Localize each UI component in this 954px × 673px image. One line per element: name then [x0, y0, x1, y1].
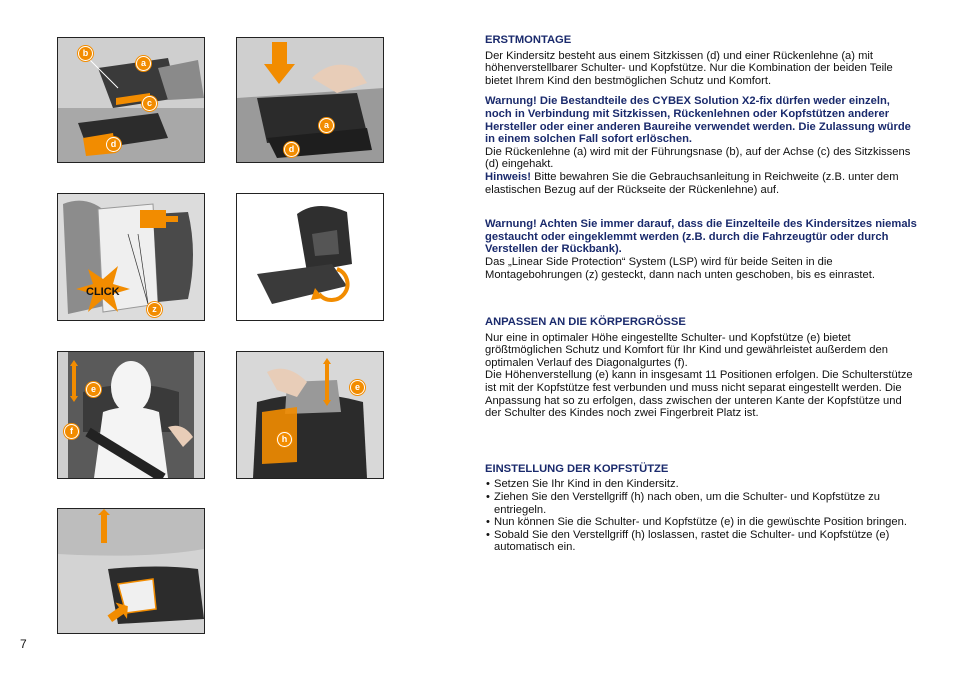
label-c: c — [142, 96, 157, 111]
hint-text: Bitte bewahren Sie die Gebrauchsanleitung in Reichweite (z.B. unter dem elastischen Bezug auf der Rückseite der Rückenlehne) auf. — [485, 170, 899, 196]
page-number: 7 — [20, 637, 27, 651]
figure-4-assembled-seat — [236, 193, 384, 321]
hint-label: Hinweis! — [485, 170, 532, 183]
section-erstmontage — [485, 34, 919, 281]
label-d-2: d — [284, 142, 299, 157]
section-einstellung — [485, 463, 919, 554]
einstellung-list — [485, 478, 919, 554]
erstmontage-hint — [485, 171, 919, 196]
figure-7-illustration — [58, 509, 204, 633]
label-e-2: e — [350, 380, 365, 395]
figure-2-hook-backrest — [236, 37, 384, 163]
erstmontage-warning-1: Warnung! Die Bestandteile des CYBEX Solution X2-fix dürfen weder einzeln, noch in Verbindung mit Sitzkissen, Rückenlehnen oder Kopfstützen anderer Hersteller oder einer anderen Baureihe verwendet werden. Die Zulassung würde in einem solchen Fall sofort erlöschen. — [485, 95, 911, 146]
list-item: • Nun können Sie die Schulter- und Kopfstütze (e) in die gewüschte Position bringen. — [494, 516, 919, 529]
figure-1-assembly — [57, 37, 205, 163]
section-anpassen — [485, 316, 919, 420]
label-a: a — [136, 56, 151, 71]
list-item: • Sobald Sie den Verstellgriff (h) loslassen, rastet die Schulter- und Kopfstütze (e) automatisch ein. — [494, 529, 919, 554]
figure-6-illustration — [237, 352, 383, 478]
heading-anpassen: ANPASSEN AN DIE KÖRPERGRÖSSE — [485, 316, 686, 329]
label-a-2: a — [319, 118, 334, 133]
label-d: d — [106, 137, 121, 152]
figure-2-illustration — [237, 38, 383, 162]
heading-erstmontage: ERSTMONTAGE — [485, 34, 572, 46]
label-f: f — [64, 424, 79, 439]
figure-4-illustration — [237, 194, 383, 320]
anpassen-paragraph-2: Die Höhenverstellung (e) kann in insgesamt 11 Positionen erfolgen. Die Schulterstütze ist mit der Kopfstütze fest verbunden und muss nicht separat eingestellt werden. Die Anpassung hat so zu erfolgen, dass zwischen der unteren Kante der Kopfstütze und der Schulter des Kindes noch zwei Fingerbreit Platz ist. — [485, 369, 913, 420]
erstmontage-paragraph-2: Die Rückenlehne (a) wird mit der Führungsnase (b), auf der Achse (c) des Sitzkissens (d) eingehakt. — [485, 145, 911, 171]
list-item: • Setzen Sie Ihr Kind in den Kindersitz. — [494, 478, 919, 491]
text-column — [485, 34, 919, 554]
list-item: • Ziehen Sie den Verstellgriff (h) nach oben, um die Schulter- und Kopfstütze zu entriegeln. — [494, 491, 919, 516]
click-text: CLICK — [86, 286, 120, 298]
anpassen-paragraph-1: Nur eine in optimaler Höhe eingestellte Schulter- und Kopfstütze (e) bietet größtmöglichen Schutz und Komfort für Ihr Kind und gewährleistet außerdem den optimalen Verlauf des Diagonalgurtes (f). — [485, 331, 888, 369]
figure-3-lsp-click — [57, 193, 205, 321]
label-e: e — [86, 382, 101, 397]
figure-5-child-headrest — [57, 351, 205, 479]
erstmontage-paragraph-1: Der Kindersitz besteht aus einem Sitzkissen (d) und einer Rückenlehne (a) mit höhenverstellbarer Schulter- und Kopfstütze. Nur die Kombination der beiden Teile bietet Ihrem Kind den bestmöglichen Schutz und Komfort. — [485, 49, 893, 87]
label-h: h — [277, 432, 292, 447]
erstmontage-warning-2: Warnung! Achten Sie immer darauf, dass die Einzelteile des Kindersitzes niemals gestaucht oder eingeklemmt werden (z.B. durch die Fahrzeugtür oder durch Verstellen der Rückbank). — [485, 218, 917, 256]
figure-7-handle-release — [57, 508, 205, 634]
figure-3-illustration — [58, 194, 204, 320]
label-z: z — [147, 302, 162, 317]
figure-5-illustration — [58, 352, 204, 478]
heading-einstellung: EINSTELLUNG DER KOPFSTÜTZE — [485, 462, 669, 475]
label-b: b — [78, 46, 93, 61]
figure-6-adjust-handle — [236, 351, 384, 479]
erstmontage-paragraph-3: Das „Linear Side Protection“ System (LSP) wird für beide Seiten in die Montagebohrungen (z) gesteckt, dann nach unten geschoben, bis es einrastet. — [485, 255, 875, 281]
